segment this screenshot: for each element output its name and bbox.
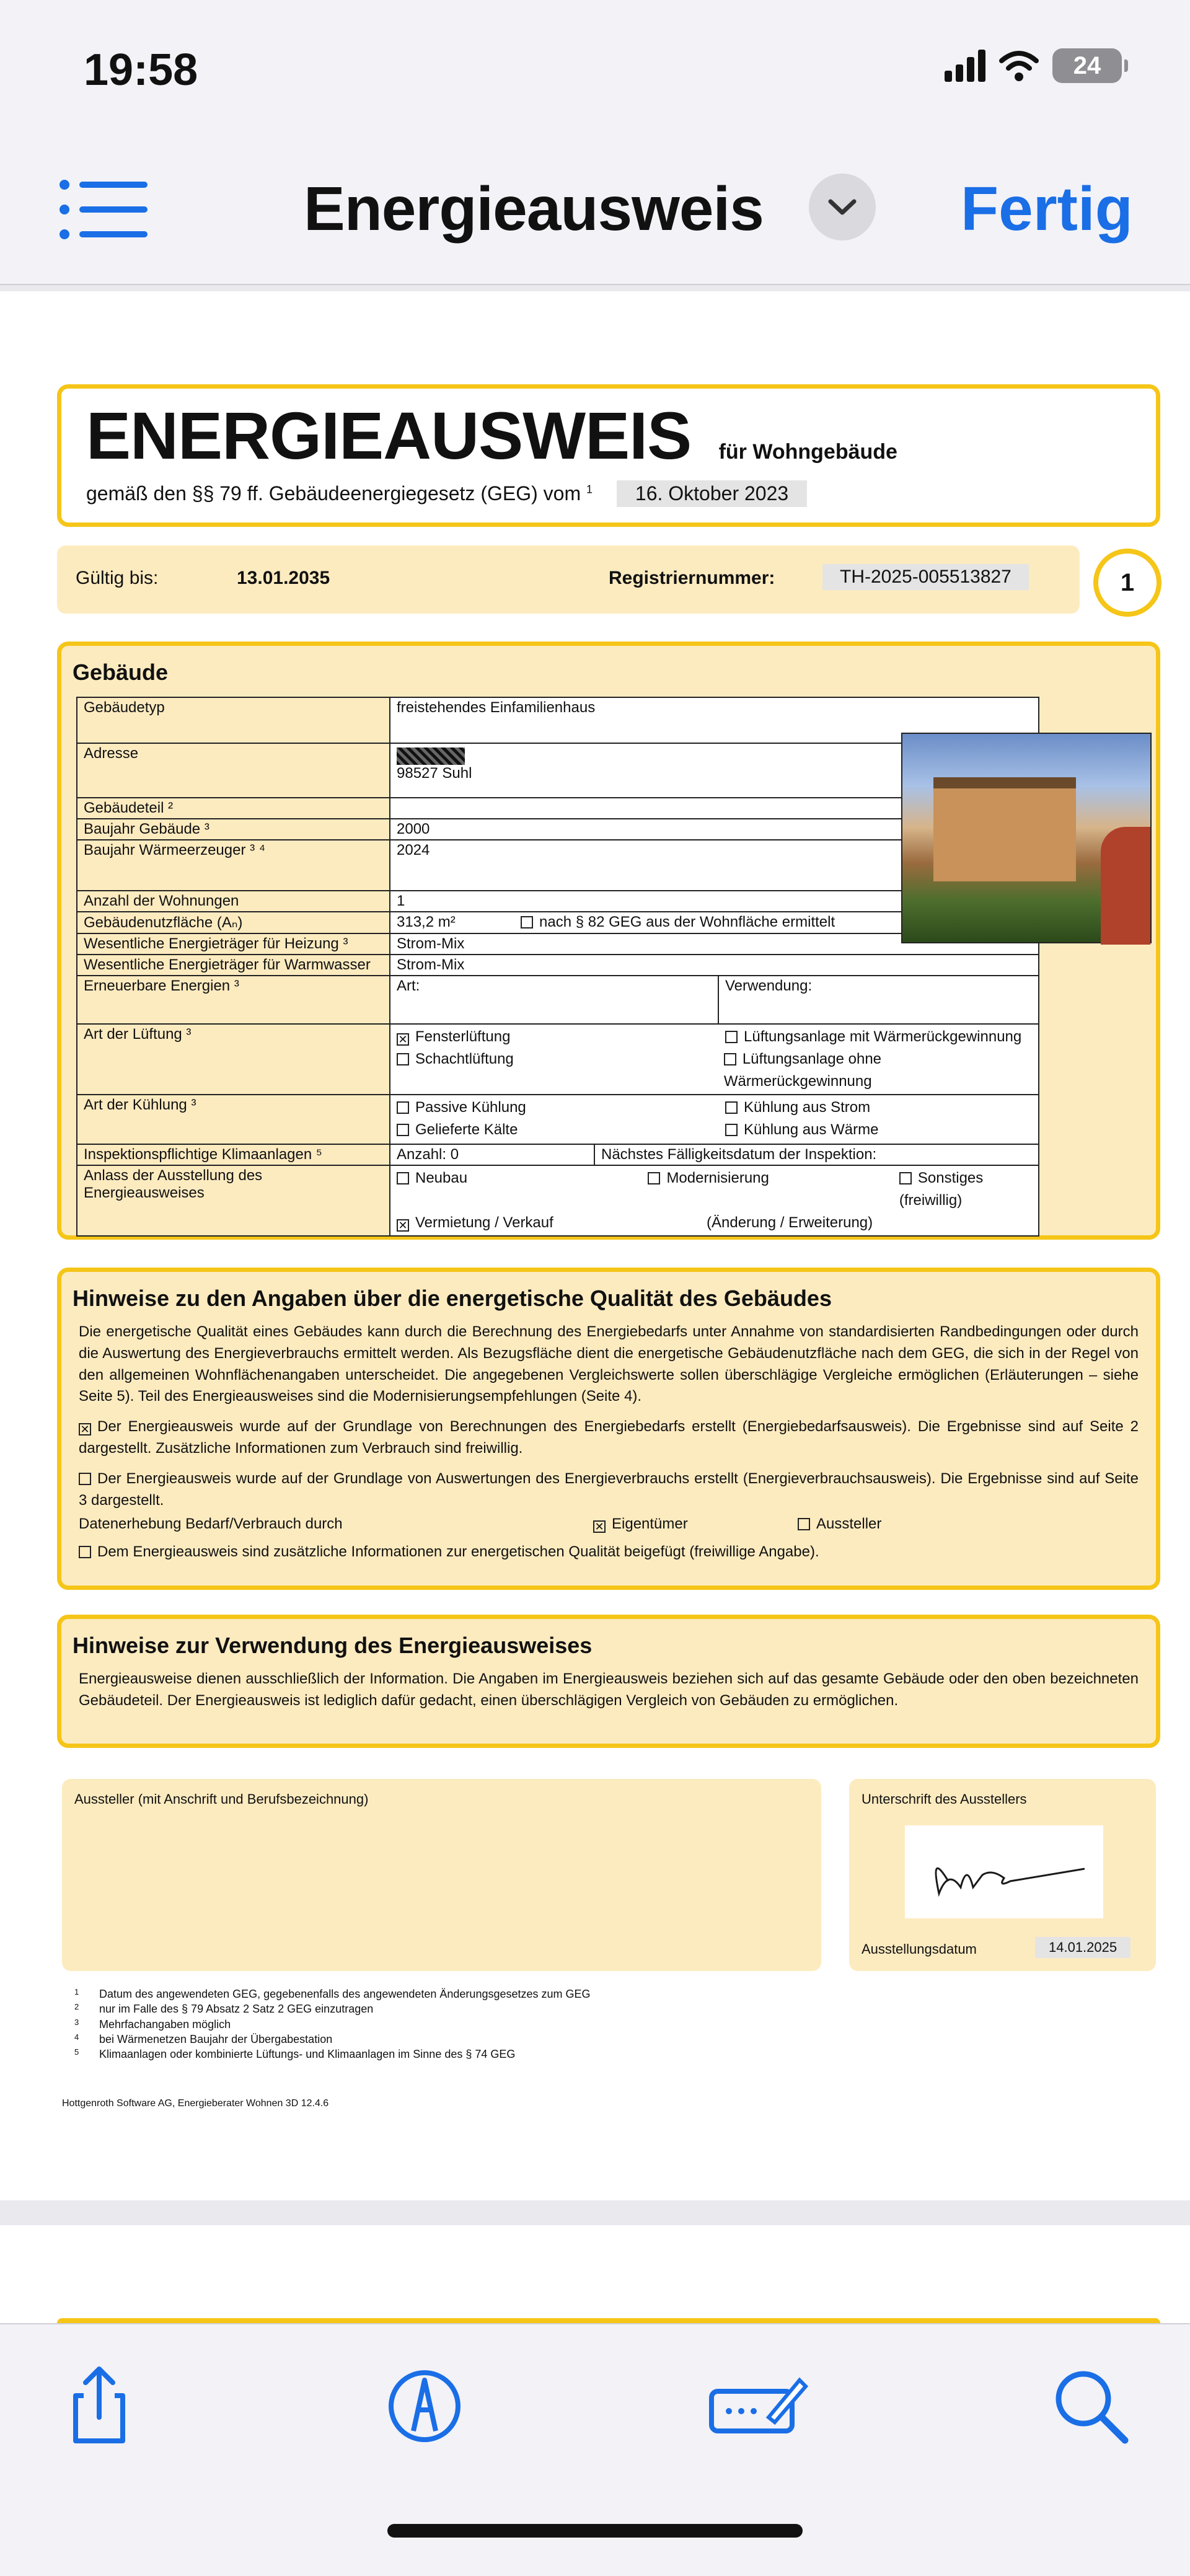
- checkbox-icon: [79, 1546, 91, 1558]
- checkbox-icon: [725, 1124, 738, 1136]
- option-label: Vermietung / Verkauf: [415, 1214, 553, 1231]
- usage-notes-section: [57, 1615, 1160, 1748]
- option-label: Lüftungsanlage mit Wärmerückgewinnung: [744, 1028, 1022, 1045]
- signature-label: Unterschrift des Ausstellers: [862, 1791, 1027, 1807]
- row-value: Strom-Mix: [390, 955, 1039, 976]
- checkbox-icon: [725, 1031, 738, 1043]
- row-label: Baujahr Wärmeerzeuger ³ ⁴: [77, 840, 390, 891]
- table-row: [77, 1144, 1039, 1165]
- table-row: [77, 933, 1039, 955]
- row-value: [390, 976, 1039, 1024]
- row-label: Art der Lüftung ³: [77, 1024, 390, 1095]
- valid-until-label: Gültig bis:: [76, 568, 159, 588]
- option-label: Der Energieausweis wurde auf der Grundlage von Berechnungen des Energiebedarfs erstellt (Energiebedarfsausweis). Die Ergebnisse sind auf Seite 2 dargestellt. Zusätzliche Informationen zum Verbrauch sind freiwillig.: [79, 1418, 1139, 1457]
- document-title: Energieausweis: [304, 174, 764, 244]
- footnote: [74, 2047, 591, 2062]
- option-label: Kühlung aus Wärme: [744, 1121, 879, 1138]
- page-number-badge: 1: [1093, 549, 1161, 617]
- demand-option: [79, 1416, 1139, 1460]
- renewable-type: Art:: [390, 976, 719, 1023]
- row-value: Strom-Mix: [390, 933, 1039, 955]
- option-label: Dem Energieausweis sind zusätzliche Informationen zur energetischen Qualität beigefügt (freiwillige Angabe).: [97, 1543, 819, 1561]
- subtitle-text: gemäß den §§ 79 ff. Gebäudeenergiegesetz (GEG) vom: [86, 482, 581, 505]
- done-button[interactable]: Fertig: [961, 174, 1133, 244]
- checkbox-icon: [725, 1101, 738, 1114]
- checked-box-icon: ✕: [397, 1219, 409, 1232]
- validity-row: [57, 545, 1080, 614]
- certificate-title: ENERGIEAUSWEIS: [86, 398, 692, 473]
- footnote-text: nur im Falle des § 79 Absatz 2 Satz 2 GEG einzutragen: [99, 2003, 374, 2016]
- house-photo: [901, 733, 1152, 943]
- checkbox-icon: [397, 1053, 409, 1065]
- row-label: Art der Kühlung ³: [77, 1095, 390, 1144]
- row-label: Inspektionspflichtige Klimaanlagen ⁵: [77, 1144, 390, 1165]
- checked-box-icon: ✕: [397, 1033, 409, 1046]
- checkbox-icon: [521, 916, 533, 929]
- row-value: [390, 1144, 1039, 1165]
- certificate-scope: für Wohngebäude: [718, 440, 897, 464]
- footnote: [74, 1987, 591, 2001]
- checkbox-icon: [899, 1172, 912, 1184]
- option-label: Der Energieausweis wurde auf der Grundlage von Auswertungen des Energieverbrauchs erstellt (Energieverbrauchsausweis). Die Ergebnisse sind auf Seite 3 dargestellt.: [79, 1470, 1139, 1509]
- footnote-text: Datum des angewendeten GEG, gegebenenfalls des angewendeten Änderungsgesetzes zum GEG: [99, 1988, 591, 2000]
- list-icon[interactable]: [57, 172, 150, 247]
- option-label: Neubau: [415, 1170, 468, 1186]
- inspection-date-label: Nächstes Fälligkeitsdatum der Inspektion:: [601, 1146, 877, 1163]
- usage-notes-body: Energieausweise dienen ausschließlich der Information. Die Angaben im Energieausweis beziehen sich auf das gesamte Gebäude oder den oben bezeichneten Gebäudeteil. Der Energieausweis ist lediglich dafür gedacht, einen überschlägigen Vergleich von Gebäuden zu ermöglichen.: [79, 1670, 1139, 1709]
- status-time: 19:58: [84, 45, 198, 95]
- checked-box-icon: ✕: [79, 1423, 91, 1436]
- issue-date-value: 14.01.2025: [1035, 1937, 1130, 1958]
- software-credit: Hottgenroth Software AG, Energieberater Wohnen 3D 12.4.6: [62, 2098, 329, 2109]
- footnotes: [74, 1987, 591, 2062]
- building-section: [57, 642, 1160, 1240]
- option-label: Gelieferte Kälte: [415, 1121, 518, 1138]
- building-section-title: Gebäude: [73, 659, 169, 685]
- checkbox-icon: [798, 1518, 810, 1530]
- floor-area-note: nach § 82 GEG aus der Wohnfläche ermittelt: [539, 914, 835, 930]
- option-label: Lüftungsanlage ohne Wärmerückgewinnung: [723, 1051, 882, 1090]
- signature-tool-icon[interactable]: [707, 2362, 812, 2448]
- table-row: [77, 912, 1039, 933]
- cellular-signal-icon: [945, 50, 985, 82]
- ventilation-options: [390, 1024, 1039, 1095]
- footnote-text: Klimaanlagen oder kombinierte Lüftungs- und Klimaanlagen im Sinne des § 74 GEG: [99, 2048, 516, 2061]
- table-row: [77, 1095, 1039, 1144]
- row-label: Wesentliche Energieträger für Heizung ³: [77, 933, 390, 955]
- bottom-toolbar: [0, 2323, 1190, 2576]
- row-value: freistehendes Einfamilienhaus: [390, 697, 1039, 743]
- checkbox-icon: [397, 1124, 409, 1136]
- option-label: Sonstiges (freiwillig): [899, 1170, 984, 1209]
- data-collection-label: Datenerhebung Bedarf/Verbrauch durch: [79, 1515, 343, 1533]
- table-row: [77, 955, 1039, 976]
- data-collection-row: [79, 1514, 1139, 1535]
- checkbox-icon: [79, 1473, 91, 1485]
- search-icon[interactable]: [1047, 2362, 1134, 2448]
- row-label: Anzahl der Wohnungen: [77, 891, 390, 912]
- footnote-mark: 1: [586, 483, 593, 496]
- footnote: [74, 2001, 591, 2016]
- row-label: Erneuerbare Energien ³: [77, 976, 390, 1024]
- quality-notes-section: [57, 1268, 1160, 1590]
- quality-notes-title: Hinweise zu den Angaben über die energetische Qualität des Gebäudes: [73, 1286, 832, 1311]
- row-label: Baujahr Gebäude ³: [77, 819, 390, 840]
- floor-area-value: 313,2 m²: [397, 914, 456, 930]
- usage-notes-title: Hinweise zur Verwendung des Energieausweises: [73, 1633, 593, 1658]
- row-label: Anlass der Ausstellung des Energieausweises: [77, 1165, 390, 1236]
- option-label: Modernisierung: [666, 1170, 769, 1186]
- valid-until-value: 13.01.2035: [237, 568, 330, 588]
- table-row: [77, 819, 1039, 840]
- checkbox-icon: [648, 1172, 660, 1184]
- status-icons: [945, 48, 1122, 83]
- option-label: Aussteller: [816, 1515, 882, 1533]
- issue-date-label: Ausstellungsdatum: [862, 1941, 977, 1957]
- option-label: (Änderung / Erweiterung): [707, 1214, 873, 1231]
- home-indicator: [387, 2524, 803, 2538]
- additional-info-option: [79, 1542, 1139, 1563]
- option-label: Passive Kühlung: [415, 1099, 526, 1116]
- row-value: 2024: [390, 840, 1039, 891]
- signature-image: [905, 1825, 1103, 1918]
- table-row: [77, 840, 1039, 891]
- row-label: Wesentliche Energieträger für Warmwasser: [77, 955, 390, 976]
- footnote: [74, 2032, 591, 2047]
- law-date: 16. Oktober 2023: [617, 480, 807, 507]
- registration-label: Registriernummer:: [609, 568, 775, 588]
- footnote-number: 1: [74, 1987, 79, 1996]
- table-row: [77, 891, 1039, 912]
- issuer-address-label: Aussteller (mit Anschrift und Berufsbezeichnung): [74, 1791, 369, 1807]
- footnote-text: Mehrfachangaben möglich: [99, 2018, 231, 2031]
- issuer-signature-box: [849, 1779, 1156, 1971]
- row-label: Adresse: [77, 743, 390, 798]
- checked-box-icon: ✕: [593, 1520, 606, 1533]
- registration-number: TH-2025-005513827: [822, 564, 1029, 590]
- reason-options: [390, 1165, 1039, 1236]
- renewable-use: Verwendung:: [725, 977, 813, 994]
- share-icon[interactable]: [56, 2362, 143, 2448]
- consumption-option: [79, 1468, 1139, 1512]
- issuer-address-box: [62, 1779, 821, 1971]
- building-table: [76, 697, 1039, 1237]
- footnote-number: 4: [74, 2032, 79, 2042]
- footnote-number: 2: [74, 2002, 79, 2012]
- ac-count: Anzahl: 0: [390, 1145, 595, 1165]
- markup-icon[interactable]: [381, 2362, 468, 2448]
- option-label: Schachtlüftung: [415, 1051, 514, 1067]
- option-label: Kühlung aus Strom: [744, 1099, 871, 1116]
- chevron-down-icon: [827, 198, 858, 216]
- checkbox-icon: [724, 1053, 736, 1065]
- quality-notes-body: [61, 1312, 1156, 1563]
- row-label: Gebäudetyp: [77, 697, 390, 743]
- table-row: [77, 1165, 1039, 1236]
- footnote-text: bei Wärmenetzen Baujahr der Übergabestation: [99, 2032, 333, 2045]
- footnote: [74, 2017, 591, 2032]
- checkbox-icon: [397, 1172, 409, 1184]
- title-menu-button[interactable]: [809, 174, 876, 240]
- footnote-number: 5: [74, 2047, 79, 2057]
- certificate-header: [57, 384, 1160, 527]
- redacted-street: [397, 748, 465, 765]
- table-row: [77, 697, 1039, 743]
- table-row: [77, 743, 1039, 798]
- row-label: Gebäudeteil ²: [77, 798, 390, 819]
- wifi-icon: [999, 50, 1039, 82]
- navigation-bar: [0, 143, 1190, 285]
- cooling-options: [390, 1095, 1039, 1144]
- signature-scribble: [905, 1825, 1103, 1918]
- status-bar: [0, 0, 1190, 143]
- row-value: 1: [390, 891, 1039, 912]
- table-row: [77, 798, 1039, 819]
- option-label: Fensterlüftung: [415, 1028, 511, 1045]
- checkbox-icon: [397, 1101, 409, 1114]
- option-label: Eigentümer: [612, 1515, 688, 1533]
- table-row: [77, 1024, 1039, 1095]
- address-city: 98527 Suhl: [397, 765, 472, 782]
- row-value: 2000: [390, 819, 1039, 840]
- table-row: [77, 976, 1039, 1024]
- quality-notes-paragraph: Die energetische Qualität eines Gebäudes kann durch die Berechnung des Energiebedarfs unter Annahme von standardisierten Randbedingungen oder durch die Auswertung des Energieverbrauchs ermittelt werden. Als Bezugsfläche dient die energetische Gebäudenutzfläche nach dem GEG, die sich in der Regel von den allgemeinen Wohnflächenangaben unterscheidet. Die angegebenen Vergleichswerte sollen überschlägige Vergleiche ermöglichen (Erläuterungen – siehe Seite 5). Teil des Energieausweises sind die Modernisierungsempfehlungen (Seite 4).: [79, 1323, 1139, 1405]
- footnote-number: 3: [74, 2017, 79, 2027]
- battery-icon: 24: [1052, 48, 1122, 83]
- certificate-subtitle: [86, 480, 1131, 507]
- row-label: Gebäudenutzfläche (Aₙ): [77, 912, 390, 933]
